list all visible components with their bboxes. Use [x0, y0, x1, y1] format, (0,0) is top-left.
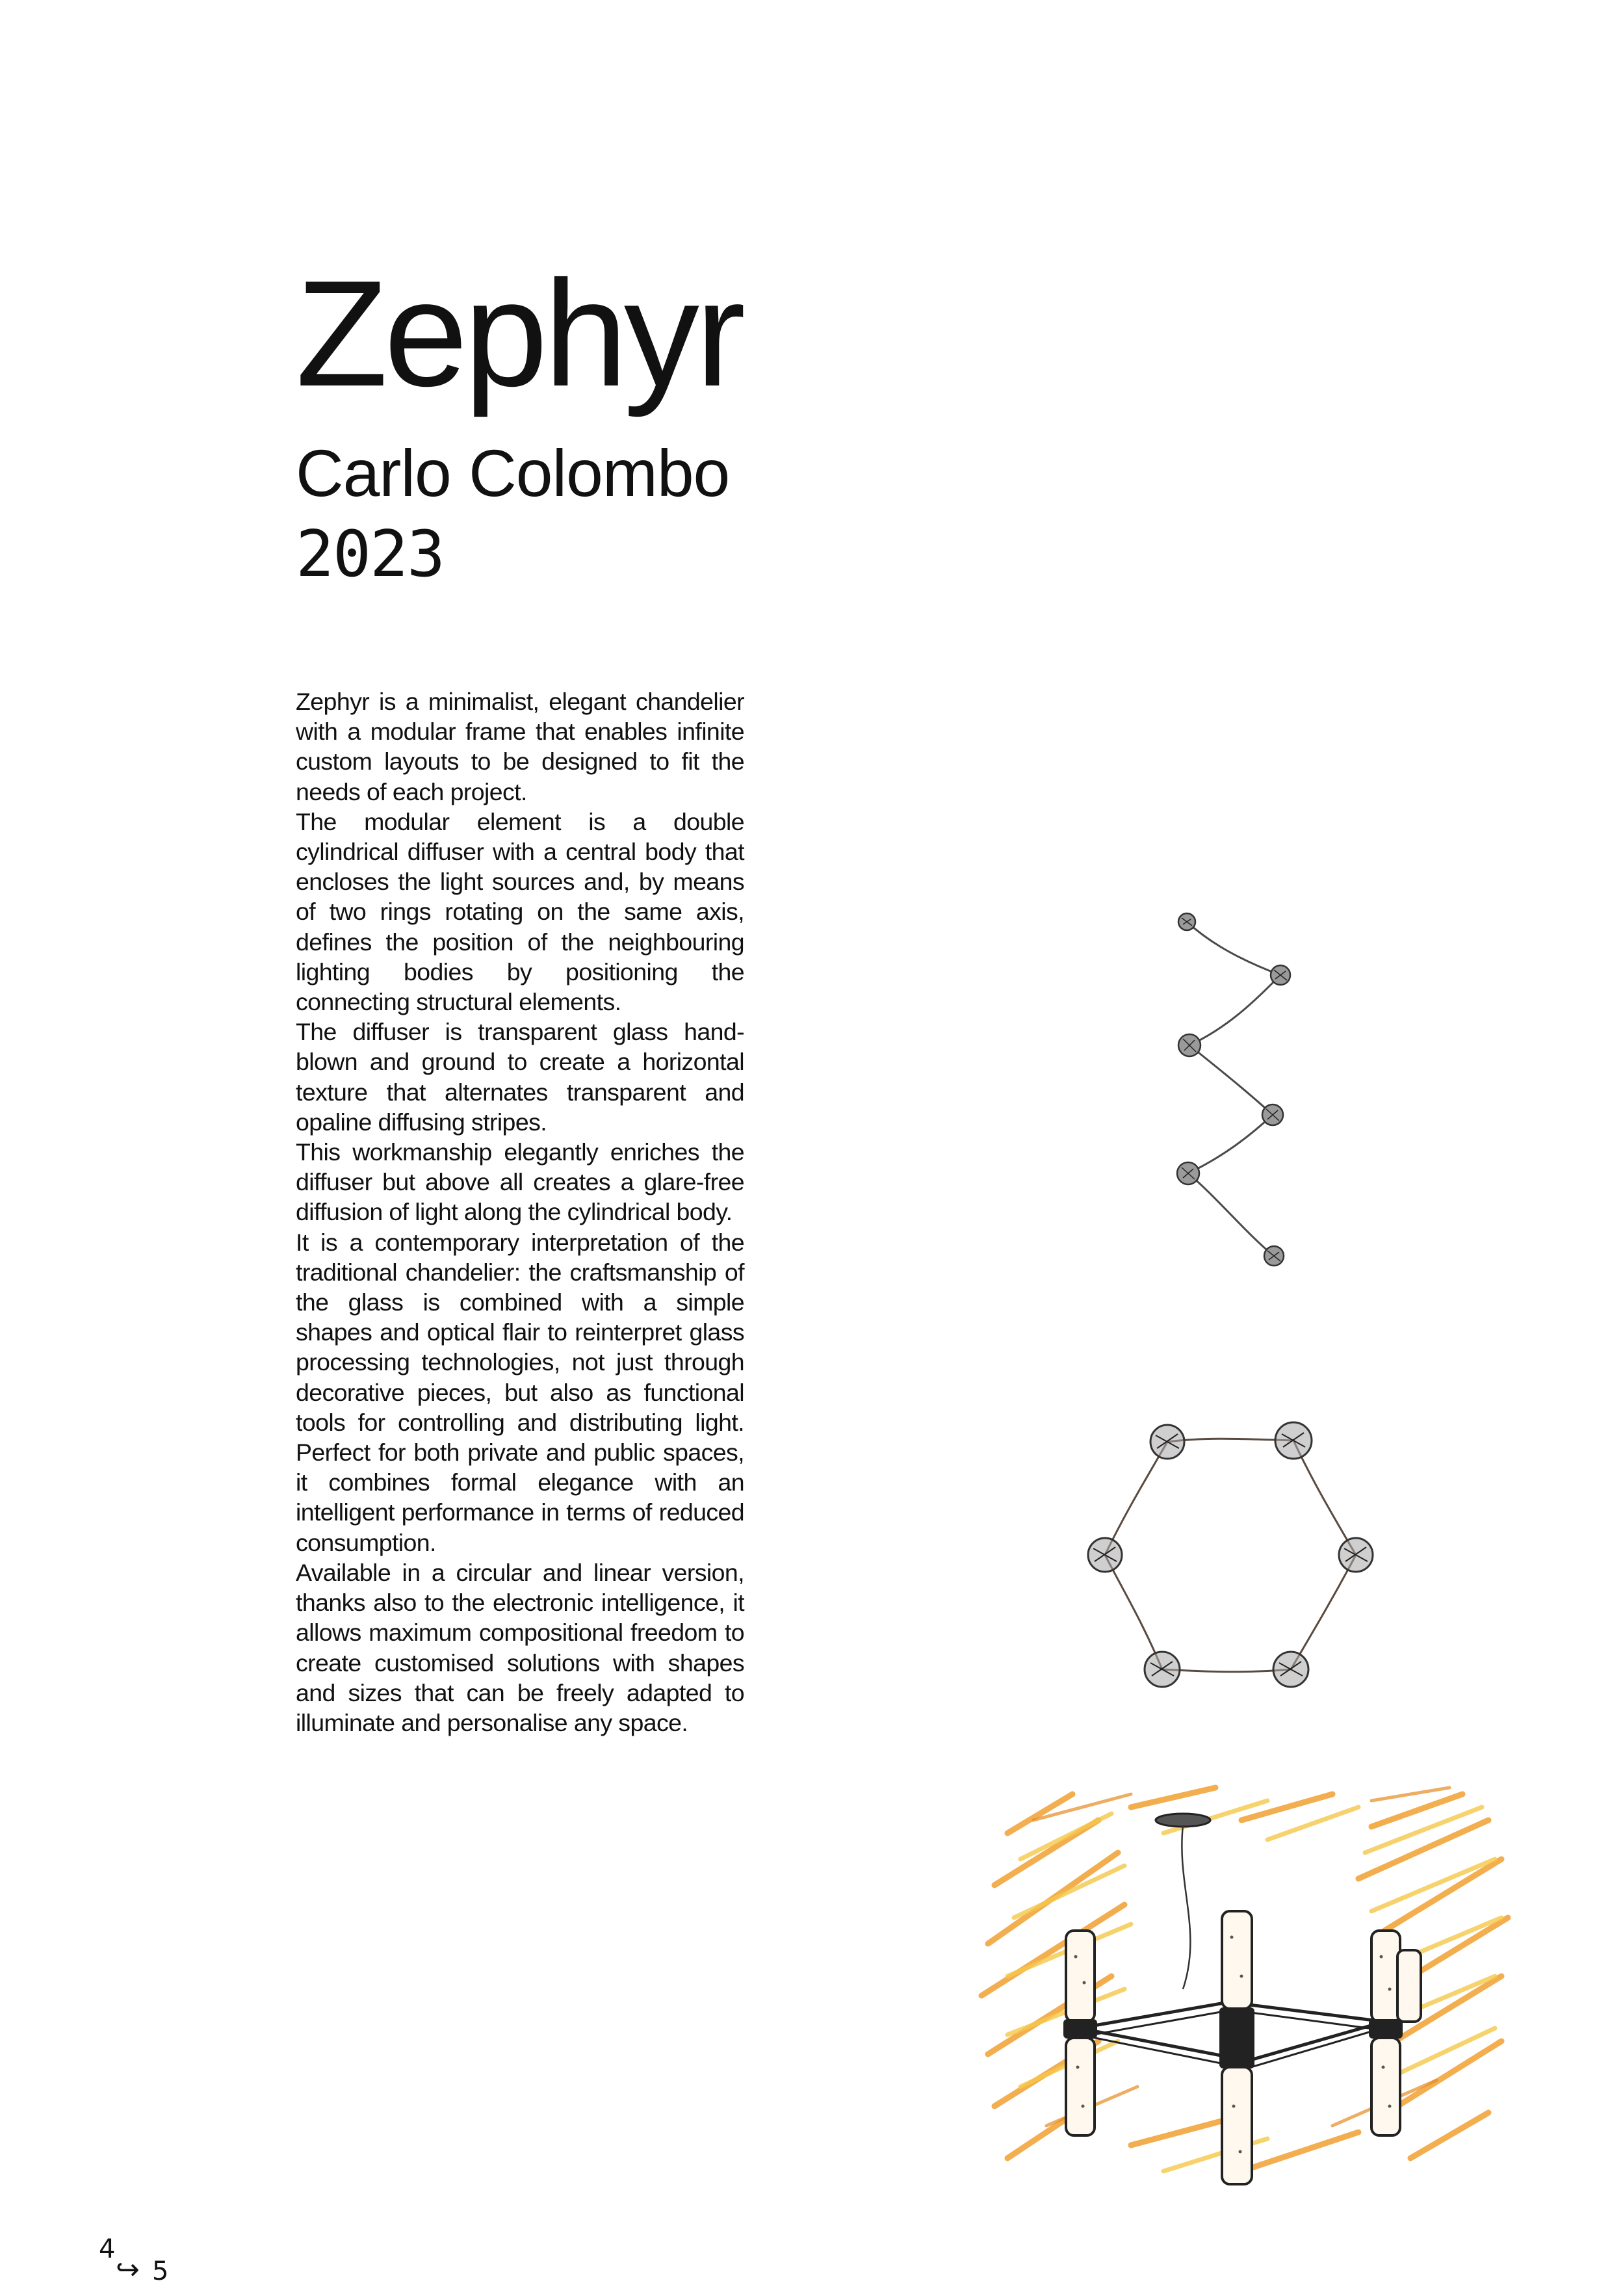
sketch-cylinder	[1066, 2038, 1095, 2135]
sketch-cylinder	[1222, 1911, 1252, 2009]
sketch-cylinder	[1222, 2067, 1252, 2184]
description-text	[296, 686, 744, 1738]
zigzag-layout-sketch	[1157, 897, 1326, 1287]
paragraph: This workmanship elegantly enriches the diffuser but above all creates a glare-free diffusion of light along the cylindrical body.	[296, 1138, 744, 1226]
paragraph: The diffuser is transparent glass hand-blown and ground to create a horizontal texture that alternates transparent and opaline diffusing stripes.	[296, 1018, 744, 1136]
paragraph: Available in a circular and linear version, thanks also to the electronic intelligence, it allows maximum compositional freedom to create customised solutions with shapes and sizes that can be freely adapted to illuminate and personalise any space.	[296, 1558, 744, 1736]
paragraph: Zephyr is a minimalist, elegant chandelier with a modular frame that enables infinite custom layouts to be designed to fit the needs of each project.	[296, 688, 744, 805]
sketch-cylinder	[1397, 1950, 1421, 2022]
year: 2023	[296, 517, 445, 592]
next-page-arrow-icon: ↪	[116, 2253, 140, 2286]
sketch-cylinder	[1066, 1931, 1095, 2022]
designer-name: Carlo Colombo	[296, 436, 730, 510]
page-number-right: 5	[152, 2256, 169, 2286]
canopy	[1156, 1814, 1210, 1827]
sketch-cylinder	[1371, 2038, 1400, 2135]
paragraph: The modular element is a double cylindrical diffuser with a central body that encloses the light sources and, by means of two rings rotating on the same axis, defines the position of the neighbouring lighting bodies by positioning the connecting structural elements.	[296, 807, 744, 1016]
hexagon-layout-sketch	[1079, 1411, 1397, 1736]
page-number-left: 4	[99, 2234, 116, 2264]
chandelier-color-sketch	[968, 1781, 1527, 2217]
page-title: Zephyr	[296, 250, 742, 418]
paragraph: It is a contemporary interpretation of the traditional chandelier: the craftsmanship of the glass is combined with a simple shapes and optical flair to reinterpret glass processing technologies, not just through decorative pieces, but also as functional tools for controlling and distributing light. Perfect for both private and public spaces, it combines formal elegance with an intelligent performance in terms of reduced consumption.	[296, 1228, 744, 1556]
sketch-cylinder	[1371, 1931, 1400, 2022]
